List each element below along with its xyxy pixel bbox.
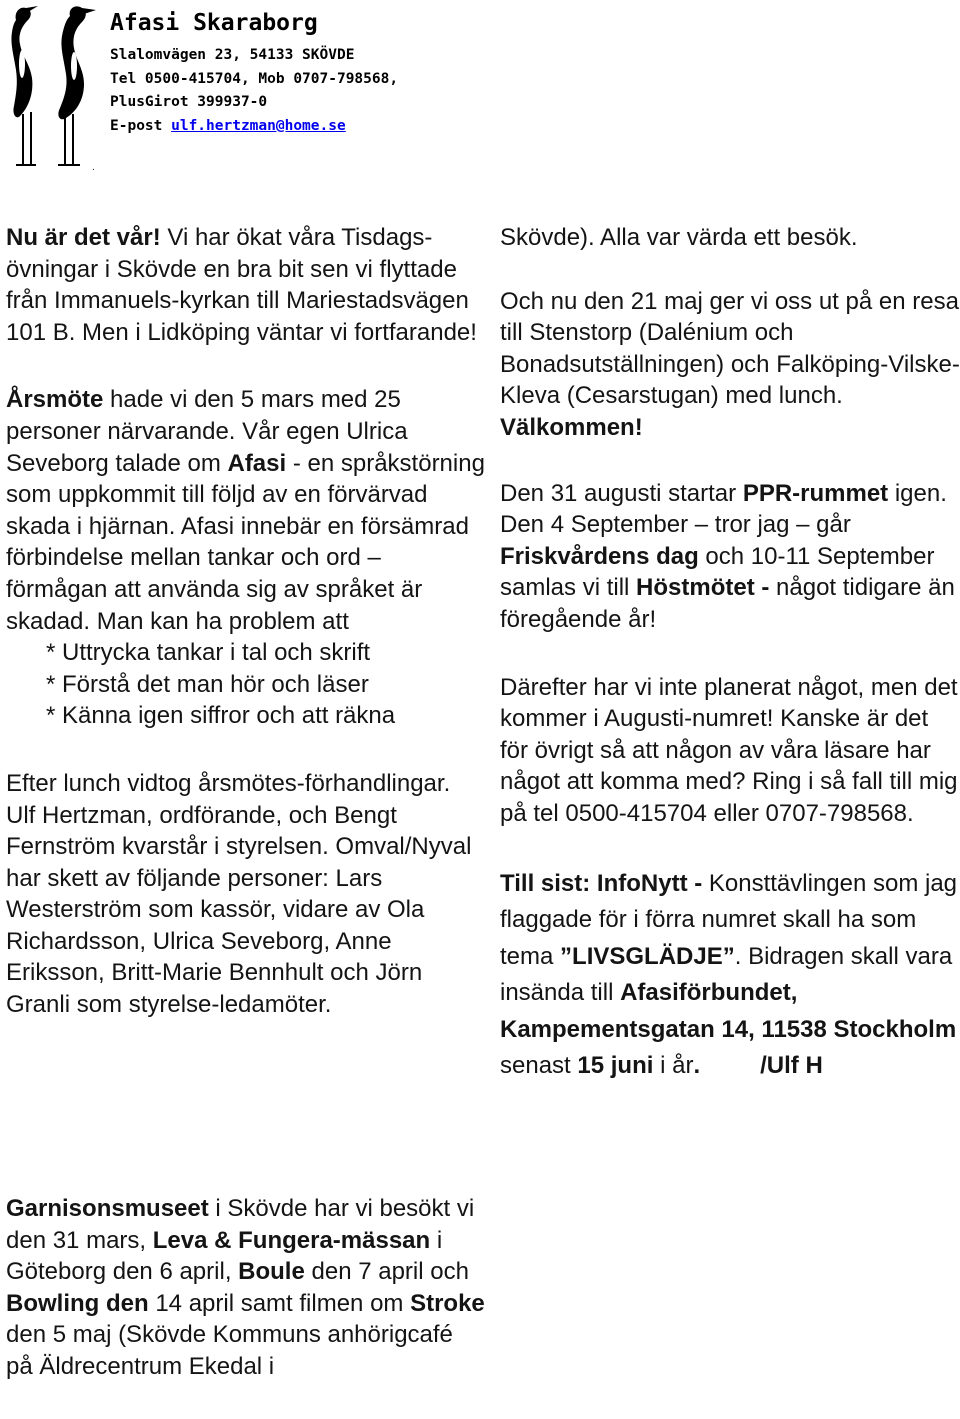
hostmotet-term: Höstmötet - <box>636 574 770 602</box>
activities-paragraph <box>6 1193 486 1383</box>
letterhead <box>110 8 398 138</box>
autumn-text-1: Den 31 augusti startar <box>500 479 743 507</box>
left-column <box>6 222 486 1021</box>
org-name: Afasi Skaraborg <box>110 10 318 36</box>
logo-dot: . <box>92 162 95 173</box>
infonytt-text-1: Konsttävlingen som jag flaggade för i förra numret skall ha som tema <box>500 869 958 970</box>
activities-text-4: 14 april samt filmen om <box>148 1289 411 1317</box>
trip-text: Och nu den 21 maj ger vi oss ut på en resa till Stenstorp (Dalénium och Bonadsutställningen) och Falköping-Vilske-Kleva (Cesarstugan) med lunch. <box>500 287 960 410</box>
infonytt-text-4: i år <box>653 1052 694 1079</box>
infonytt-paragraph <box>500 866 960 1085</box>
afasi-description: - en språkstörning som uppkommit till följd av en förvärvad skada i hjärnan. Afasi innebär en försämrad förbindelse mellan tankar och ord – förmågan att använda sig av språket är skadad. Man kan ha problem att <box>6 449 485 635</box>
bowling-term: Bowling den <box>6 1289 149 1317</box>
leva-fungera-term: Leva & Fungera-mässan <box>152 1226 431 1254</box>
friskvardens-dag-term: Friskvårdens dag <box>500 542 699 570</box>
board-paragraph: Efter lunch vidtog årsmötes-förhandlingar. Ulf Hertzman, ordförande, och Bengt Fernström kvarstår i styrelsen. Omval/Nyval har skett av följande personer: Lars Westerström som kassör, vidare av Ola Richardsson, Ulrica Seveborg, Anne Eriksson, Britt-Marie Bennhult och Jörn Granli som styrelse-ledamöter. <box>6 769 472 1019</box>
bullet-item: * Uttrycka tankar i tal och skrift <box>46 639 371 667</box>
welcome-text: Välkommen! <box>500 413 643 441</box>
bullet-item: * Förstå det man hör och läser <box>46 670 369 698</box>
two-cranes-logo-icon <box>8 4 98 172</box>
spring-heading: Nu är det vår! <box>6 224 161 251</box>
theme-term: ”LIVSGLÄDJE” <box>560 942 735 970</box>
infonytt-text-2: . Bidragen skall vara insända till <box>500 942 953 1006</box>
plusgirot-line: PlusGirot 399937-0 <box>110 94 268 110</box>
activities-text-2: i Göteborg den 6 april, <box>6 1226 443 1286</box>
infonytt-heading: Till sist: InfoNytt - <box>500 869 703 897</box>
annual-meeting-paragraph <box>6 384 486 637</box>
autumn-text-2: igen. Den 4 September – tror jag – går <box>500 479 947 539</box>
boule-term: Boule <box>238 1258 305 1286</box>
spring-paragraph <box>6 222 486 348</box>
ppr-rummet-term: PPR-rummet <box>742 479 889 507</box>
autumn-text-3: och 10-11 September samlas vi till <box>500 542 935 602</box>
stroke-term: Stroke <box>410 1289 485 1317</box>
annual-meeting-text: hade vi den 5 mars med 25 personer närvarande. Vår egen Ulrica Seveborg talade om <box>6 386 408 477</box>
right-column <box>500 222 960 1085</box>
email-link[interactable]: ulf.hertzman@home.se <box>171 117 346 134</box>
signature: . /Ulf H <box>693 1052 823 1079</box>
afasi-term: Afasi <box>227 449 287 477</box>
continuation-line: Skövde). Alla var värda ett besök. <box>500 224 858 251</box>
bullet-item: * Känna igen siffror och att räkna <box>46 702 396 730</box>
activities-text-1: i Skövde har vi besökt vi den 31 mars, <box>6 1195 475 1254</box>
activities-text-5: den 5 maj (Skövde Kommuns anhörigcafé på Äldrecentrum Ekedal i <box>6 1321 453 1380</box>
annual-meeting-heading: Årsmöte <box>6 386 104 414</box>
address: Slalomvägen 23, 54133 SKÖVDE <box>110 47 355 63</box>
address-term: Afasiförbundet, Kampementsgatan 14, 11538 Stockholm <box>500 979 957 1043</box>
trip-paragraph <box>500 286 960 444</box>
infonytt-text-3: senast <box>500 1052 578 1079</box>
phone-line: Tel 0500-415704, Mob 0707-798568, <box>110 70 399 87</box>
autumn-text-4: något tidigare än föregående år! <box>500 574 955 633</box>
activities-text-3: den 7 april och <box>304 1258 469 1286</box>
garnisonsmuseet-term: Garnisonsmuseet <box>6 1195 209 1222</box>
contact-paragraph: Därefter har vi inte planerat något, men det kommer i Augusti-numret! Kanske är det för övrigt så att någon av våra läsare har något att komma med? Ring i så fall till mig på tel 0500-415704 eller 0707-798568. <box>500 673 958 827</box>
deadline-term: 15 juni <box>577 1052 654 1079</box>
spring-text: Vi har ökat våra Tisdags-övningar i Skövde en bra bit sen vi flyttade från Immanuels-kyrkan till Mariestadsvägen 101 B. Men i Lidköping väntar vi fortfarande! <box>6 224 477 346</box>
email-line <box>110 115 398 139</box>
email-label: E-post <box>110 117 172 134</box>
autumn-paragraph <box>500 478 960 636</box>
